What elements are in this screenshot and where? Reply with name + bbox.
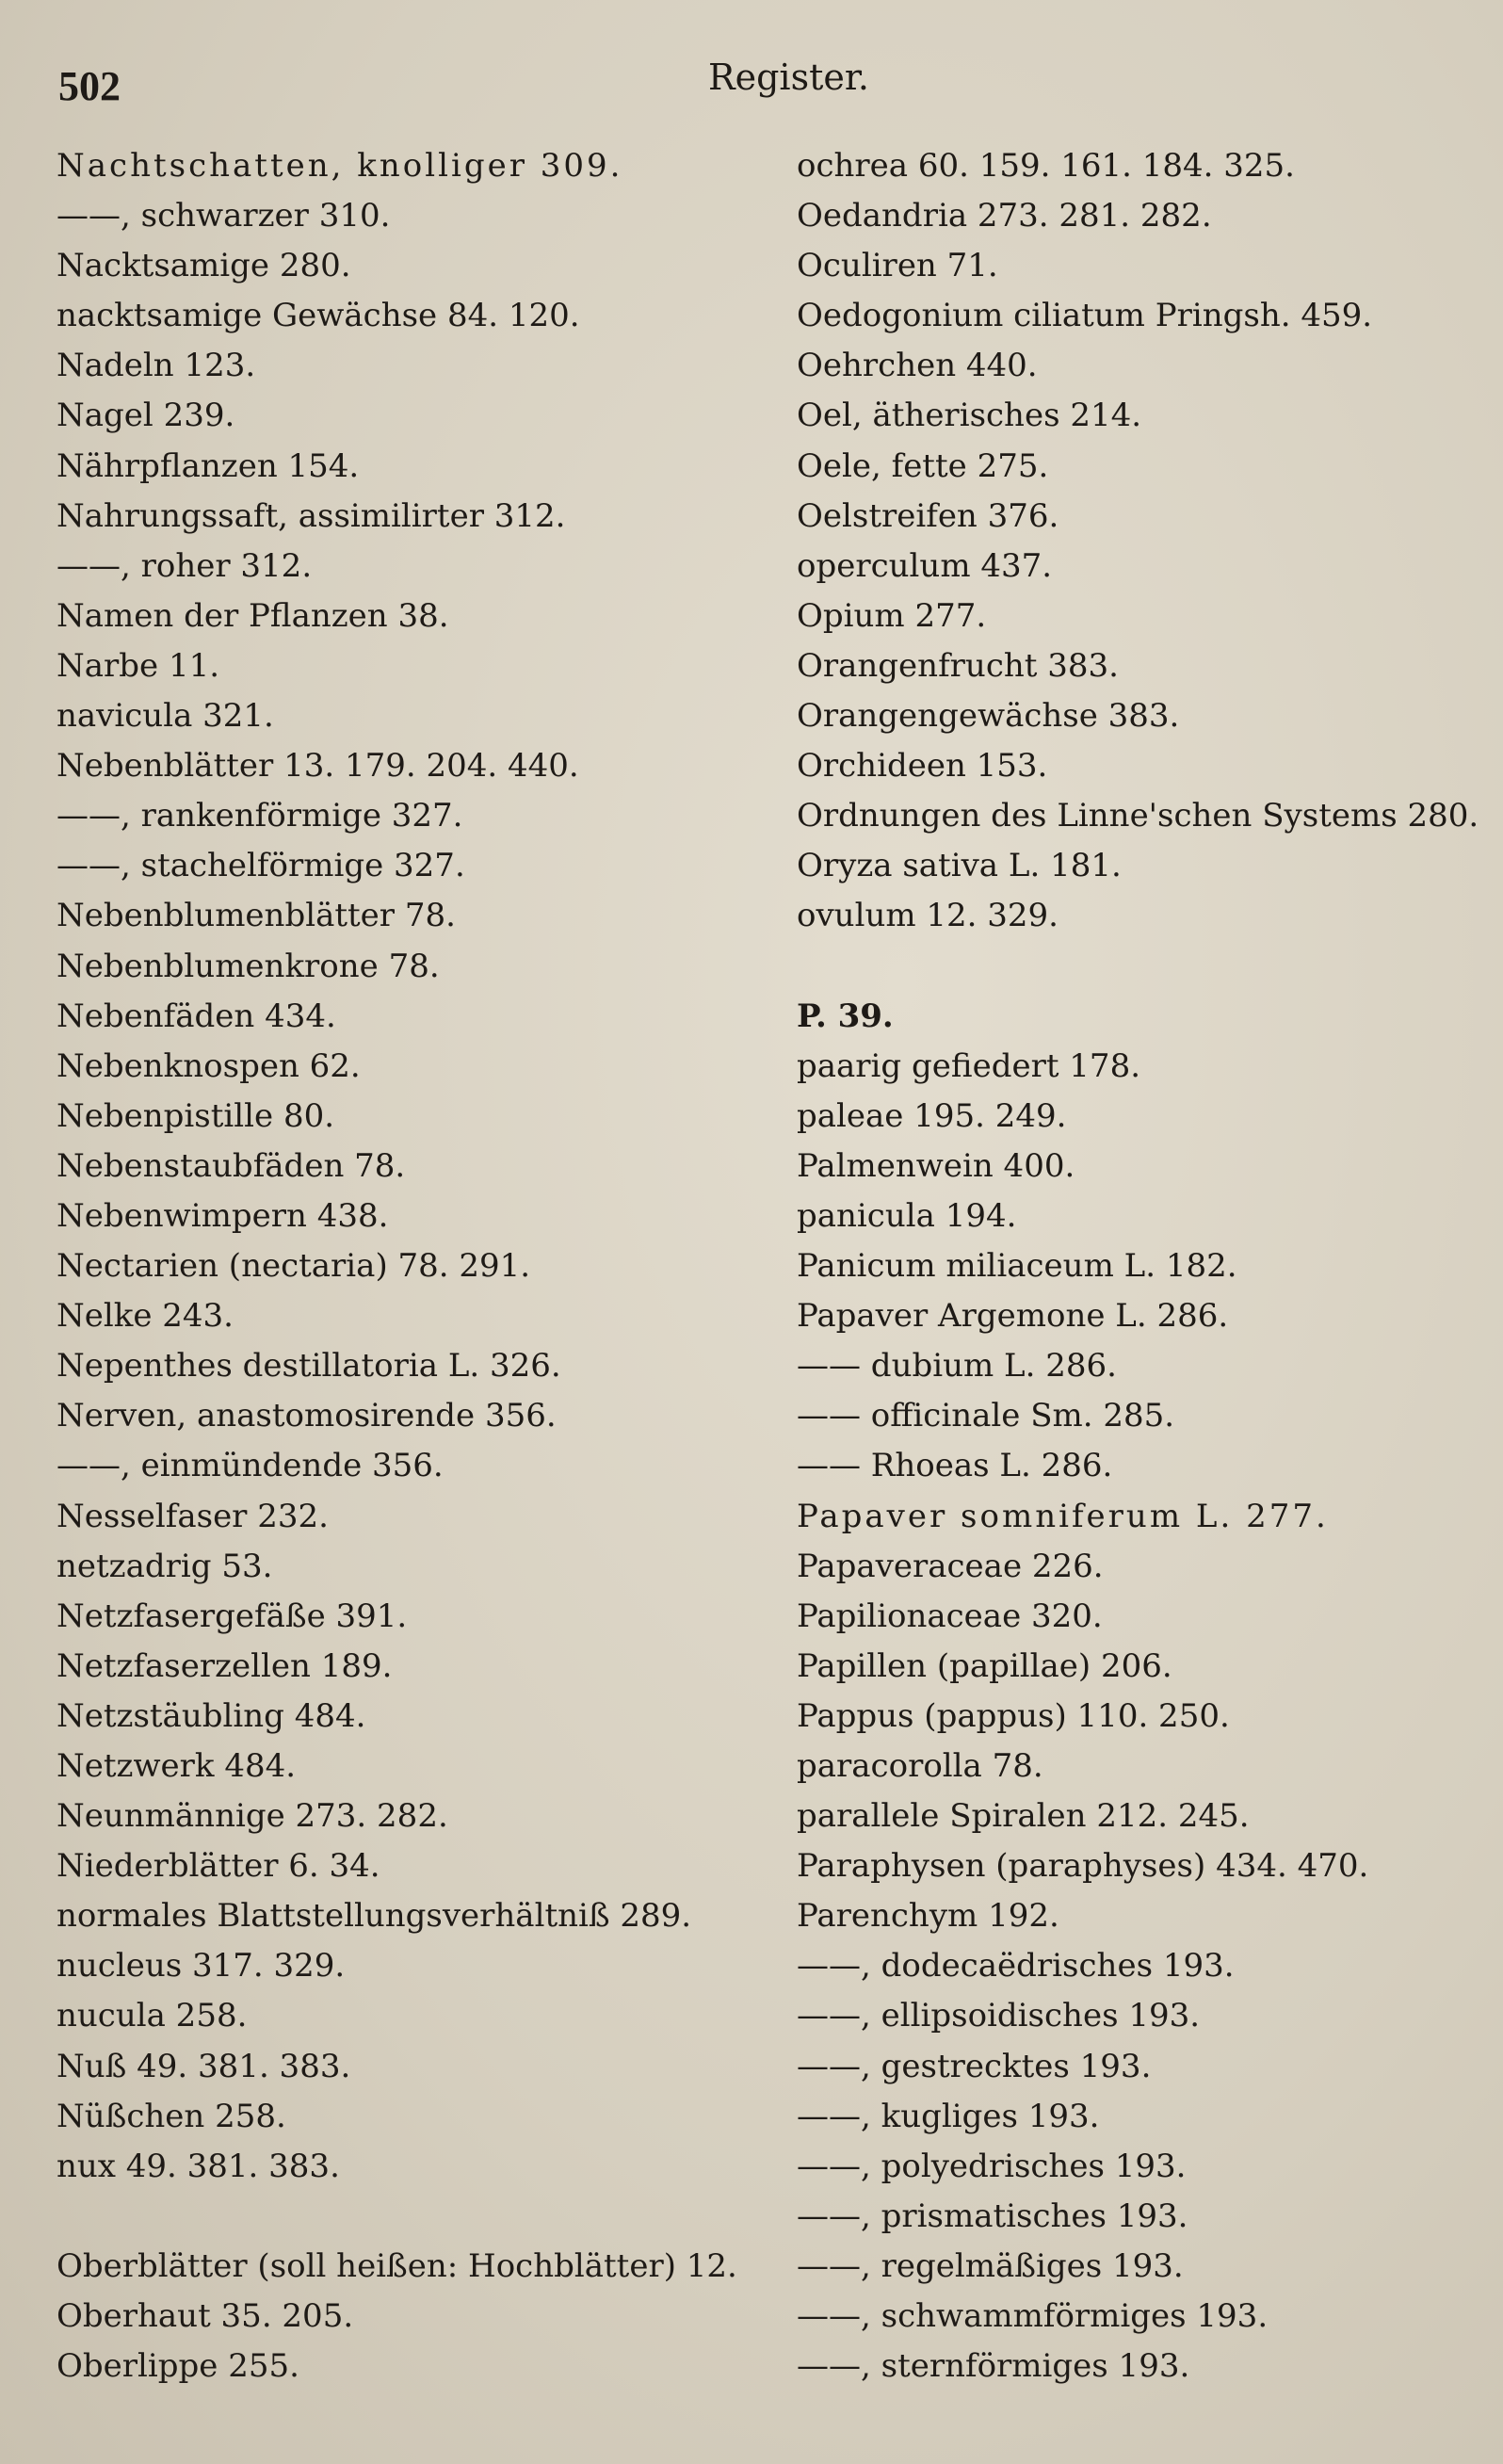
index-entry: nucula 258. xyxy=(57,1997,248,2035)
index-entry: Orangenfrucht 383. xyxy=(797,646,1119,685)
index-entry: ——, dodecaëdrisches 193. xyxy=(797,1947,1235,1986)
index-entry: Orchideen 153. xyxy=(797,747,1048,786)
index-entry: Oberblätter (soll heißen: Hochblätter) 12. xyxy=(57,2246,737,2285)
left-index-column xyxy=(57,141,772,2391)
index-entry: Oele, fette 275. xyxy=(797,446,1049,485)
index-entry: Oryza sativa L. 181. xyxy=(797,847,1122,885)
page-number: 502 xyxy=(58,63,121,109)
index-entry: Netzfasergefäße 391. xyxy=(57,1597,408,1635)
index-entry: Nebenpistille 80. xyxy=(57,1096,335,1135)
index-entry: Nelke 243. xyxy=(57,1297,234,1336)
index-entry: Parenchym 192. xyxy=(797,1897,1059,1936)
running-head: Register. xyxy=(708,57,869,98)
index-entry: Nesselfaser 232. xyxy=(57,1497,329,1535)
index-entry: Nebenblätter 13. 179. 204. 440. xyxy=(57,747,579,786)
index-entry: Nebenblumenkrone 78. xyxy=(57,947,440,985)
index-entry: Nebenknospen 62. xyxy=(57,1046,361,1085)
index-entry: Nerven, anastomosirende 356. xyxy=(57,1397,557,1435)
index-entry: Niederblätter 6. 34. xyxy=(57,1847,380,1886)
index-entry: Oehrchen 440. xyxy=(797,347,1038,385)
index-entry: Oculiren 71. xyxy=(797,247,998,285)
index-entry: Oedandria 273. 281. 282. xyxy=(797,197,1212,235)
index-entry: ——, kugliges 193. xyxy=(797,2097,1100,2135)
index-entry: ——, regelmäßiges 193. xyxy=(797,2246,1184,2285)
index-entry: Nuß 49. 381. 383. xyxy=(57,2047,351,2085)
index-entry: Papilionaceae 320. xyxy=(797,1597,1103,1635)
index-entry: Orangengewächse 383. xyxy=(797,697,1180,736)
index-entry: Nebenstaubfäden 78. xyxy=(57,1146,406,1185)
index-entry: Nebenblumenblätter 78. xyxy=(57,897,456,935)
index-entry: nucleus 317. 329. xyxy=(57,1947,346,1986)
index-entry: paarig gefiedert 178. xyxy=(797,1046,1141,1085)
index-entry: ——, stachelförmige 327. xyxy=(57,847,465,885)
index-entry: ——, polyedrisches 193. xyxy=(797,2147,1187,2185)
index-entry: ——, einmündende 356. xyxy=(57,1447,444,1485)
index-entry: ——, prismatisches 193. xyxy=(797,2197,1188,2235)
index-entry: Namen der Pflanzen 38. xyxy=(57,596,449,635)
index-entry: Netzfaserzellen 189. xyxy=(57,1646,393,1685)
index-entry: Nepenthes destillatoria L. 326. xyxy=(57,1347,561,1386)
index-entry: P. 39. xyxy=(797,997,894,1035)
index-entry: Oberlippe 255. xyxy=(57,2347,299,2386)
index-entry: navicula 321. xyxy=(57,697,274,736)
index-entry: Papaver somniferum L. 277. xyxy=(797,1497,1329,1535)
index-entry: panicula 194. xyxy=(797,1196,1017,1235)
index-entry: Netzwerk 484. xyxy=(57,1747,297,1785)
index-entry: paracorolla 78. xyxy=(797,1747,1043,1785)
index-entry: Netzstäubling 484. xyxy=(57,1696,366,1735)
index-entry: ——, schwammförmiges 193. xyxy=(797,2297,1269,2336)
index-entry: Nectarien (nectaria) 78. 291. xyxy=(57,1247,531,1286)
index-entry: nux 49. 381. 383. xyxy=(57,2147,340,2185)
index-entry: netzadrig 53. xyxy=(57,1547,273,1585)
index-entry: Oel, ätherisches 214. xyxy=(797,397,1142,435)
index-entry: ovulum 12. 329. xyxy=(797,897,1059,935)
index-entry: Papillen (papillae) 206. xyxy=(797,1646,1172,1685)
index-entry: ——, schwarzer 310. xyxy=(57,197,391,235)
index-entry: ——, sternförmiges 193. xyxy=(797,2347,1190,2386)
index-entry: —— officinale Sm. 285. xyxy=(797,1397,1175,1435)
index-entry: Oberhaut 35. 205. xyxy=(57,2297,354,2336)
index-entry: Nebenfäden 434. xyxy=(57,997,336,1035)
index-entry: ——, roher 312. xyxy=(57,546,313,585)
section-gap xyxy=(57,2192,772,2242)
index-entry: Nebenwimpern 438. xyxy=(57,1196,389,1235)
index-entry: ——, ellipsoidisches 193. xyxy=(797,1997,1201,2035)
index-entry: Panicum miliaceum L. 182. xyxy=(797,1247,1237,1286)
section-gap xyxy=(797,942,1475,992)
index-entry: Narbe 11. xyxy=(57,646,220,685)
index-entry: Pappus (pappus) 110. 250. xyxy=(797,1696,1230,1735)
index-entry: Papaver Argemone L. 286. xyxy=(797,1297,1229,1336)
index-entry: nacktsamige Gewächse 84. 120. xyxy=(57,297,580,335)
index-entry: —— Rhoeas L. 286. xyxy=(797,1447,1113,1485)
index-entry: Oelstreifen 376. xyxy=(797,496,1059,535)
index-entry: Nährpflanzen 154. xyxy=(57,446,360,485)
index-entry: Nadeln 123. xyxy=(57,347,256,385)
index-entry: Nacktsamige 280. xyxy=(57,247,351,285)
index-entry: Ordnungen des Linne'schen Systems 280. xyxy=(797,797,1479,835)
index-entry: Nagel 239. xyxy=(57,397,235,435)
index-entry: Palmenwein 400. xyxy=(797,1146,1075,1185)
index-entry: Opium 277. xyxy=(797,596,987,635)
index-entry: ochrea 60. 159. 161. 184. 325. xyxy=(797,147,1295,185)
index-entry: Nahrungssaft, assimilirter 312. xyxy=(57,496,566,535)
index-entry: normales Blattstellungsverhältniß 289. xyxy=(57,1897,692,1936)
index-entry: ——, gestrecktes 193. xyxy=(797,2047,1152,2085)
index-entry: ——, rankenförmige 327. xyxy=(57,797,463,835)
index-entry: Paraphysen (paraphyses) 434. 470. xyxy=(797,1847,1369,1886)
index-entry: Papaveraceae 226. xyxy=(797,1547,1104,1585)
index-entry: Neunmännige 273. 282. xyxy=(57,1797,448,1836)
index-entry: —— dubium L. 286. xyxy=(797,1347,1117,1386)
index-entry: Nüßchen 258. xyxy=(57,2097,286,2135)
index-entry: Oedogonium ciliatum Pringsh. 459. xyxy=(797,297,1373,335)
index-entry: operculum 437. xyxy=(797,546,1053,585)
index-entry: paleae 195. 249. xyxy=(797,1096,1067,1135)
index-entry: Nachtschatten, knolliger 309. xyxy=(57,147,623,185)
right-index-column xyxy=(797,141,1479,2391)
index-entry: parallele Spiralen 212. 245. xyxy=(797,1797,1250,1836)
